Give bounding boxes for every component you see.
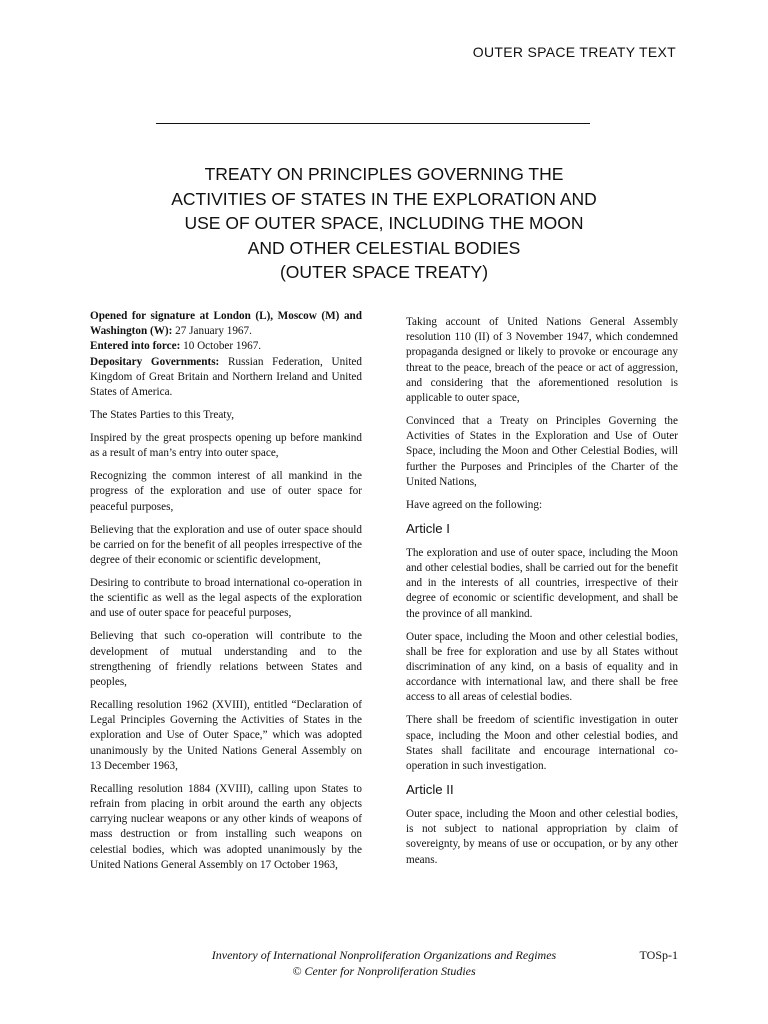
force-value: 10 October 1967.	[180, 340, 262, 353]
header-rule	[156, 123, 590, 124]
title-line: ACTIVITIES OF STATES IN THE EXPLORATION AND	[171, 188, 597, 209]
preamble-paragraph: Believing that such co-operation will contribute to the development of mutual understanding and to the strengthening of friendly relations between States and peoples,	[90, 630, 362, 689]
depositary-governments	[90, 355, 362, 401]
running-header: OUTER SPACE TREATY TEXT	[472, 44, 676, 60]
treaty-metadata	[90, 309, 362, 400]
preamble-paragraph: Taking account of United Nations General Assembly resolution 110 (II) of 3 November 1947, which condemned propaganda designed or likely to provoke or encourage any threat to the peace, breach of the peace or act of aggression, and considering that the aforementioned resolution is applicable to outer space,	[406, 316, 678, 405]
preamble-paragraph: Convinced that a Treaty on Principles Governing the Activities of States in the Exploration and Use of Outer Space, including the Moon and Other Celestial Bodies, will further the Purposes and Principles of the Charter of the United Nations,	[406, 415, 678, 488]
article-paragraph: There shall be freedom of scientific investigation in outer space, including the Moon and other celestial bodies, and States shall facilitate and encourage international co-operation in such investigation.	[406, 714, 678, 773]
article-paragraph: The exploration and use of outer space, including the Moon and other celestial bodies, shall be carried out for the benefit and in the interests of all countries, irrespective of their degree of economic or scientific development, and shall be the province of all mankind.	[406, 546, 678, 620]
preamble-paragraph: Recognizing the common interest of all mankind in the progress of the exploration and use of outer space for peaceful purposes,	[90, 470, 362, 513]
entered-into-force	[90, 339, 362, 354]
force-label: Entered into force:	[90, 340, 181, 353]
opened-label: Opened for signature at London (L), Moscow (M) and Washington (W):	[90, 310, 362, 338]
article-1-heading: Article I	[406, 520, 450, 536]
article-paragraph: Outer space, including the Moon and other celestial bodies, is not subject to national appropriation by claim of sovereignty, by means of use or occupation, or by any other means.	[406, 808, 678, 866]
depositary-value: Russian Federation, United Kingdom of Great Britain and Northern Ireland and United States of America.	[90, 355, 362, 399]
title-line: USE OF OUTER SPACE, INCLUDING THE MOON	[184, 213, 584, 234]
preamble-paragraph: The States Parties to this Treaty,	[90, 409, 235, 422]
preamble-paragraph: Recalling resolution 1884 (XVIII), calling upon States to refrain from placing in orbit around the earth any objects carrying nuclear weapons or any other kinds of weapons of mass destruction or from installing such weapons on celestial bodies, which was adopted unanimously by the United Nations General Assembly on 17 October 1963,	[90, 782, 362, 871]
preamble-paragraph: Desiring to contribute to broad international co-operation in the scientific as well as the legal aspects of the exploration and use of outer space for peaceful purposes,	[90, 577, 362, 620]
opened-value: 27 January 1967.	[172, 325, 252, 338]
opened-for-signature	[90, 309, 362, 339]
title-line: AND OTHER CELESTIAL BODIES	[247, 237, 521, 258]
page-number: TOSp-1	[639, 948, 678, 962]
right-column	[406, 315, 678, 876]
article-2-heading: Article II	[406, 782, 454, 798]
preamble-paragraph: Recalling resolution 1962 (XVIII), entitled “Declaration of Legal Principles Governing the Activities of States in the exploration and Use of Outer Space,” which was adopted unanimously by the United Nations General Assembly on 13 December 1963,	[90, 699, 362, 772]
footer-inventory-title: Inventory of International Nonproliferation Organizations and Regimes	[211, 948, 557, 962]
left-column	[90, 309, 362, 881]
preamble-paragraph: Have agreed on the following:	[406, 498, 543, 511]
document-title	[100, 162, 668, 285]
title-line: TREATY ON PRINCIPLES GOVERNING THE	[204, 164, 564, 184]
preamble-paragraph: Believing that the exploration and use of outer space should be carried on for the benefit of all peoples irrespective of the degree of their economic or scientific development,	[90, 523, 362, 567]
depositary-label: Depositary Governments:	[90, 355, 220, 368]
footer-copyright: © Center for Nonproliferation Studies	[292, 964, 476, 978]
title-line: (OUTER SPACE TREATY)	[279, 262, 489, 283]
page-footer	[150, 947, 618, 979]
article-paragraph: Outer space, including the Moon and other celestial bodies, shall be free for exploration and use by all States without discrimination of any kind, on a basis of equality and in accordance with international law, and there shall be free access to all areas of celestial bodies.	[406, 630, 678, 704]
preamble-paragraph: Inspired by the great prospects opening up before mankind as a result of man’s entry into outer space,	[90, 432, 362, 460]
